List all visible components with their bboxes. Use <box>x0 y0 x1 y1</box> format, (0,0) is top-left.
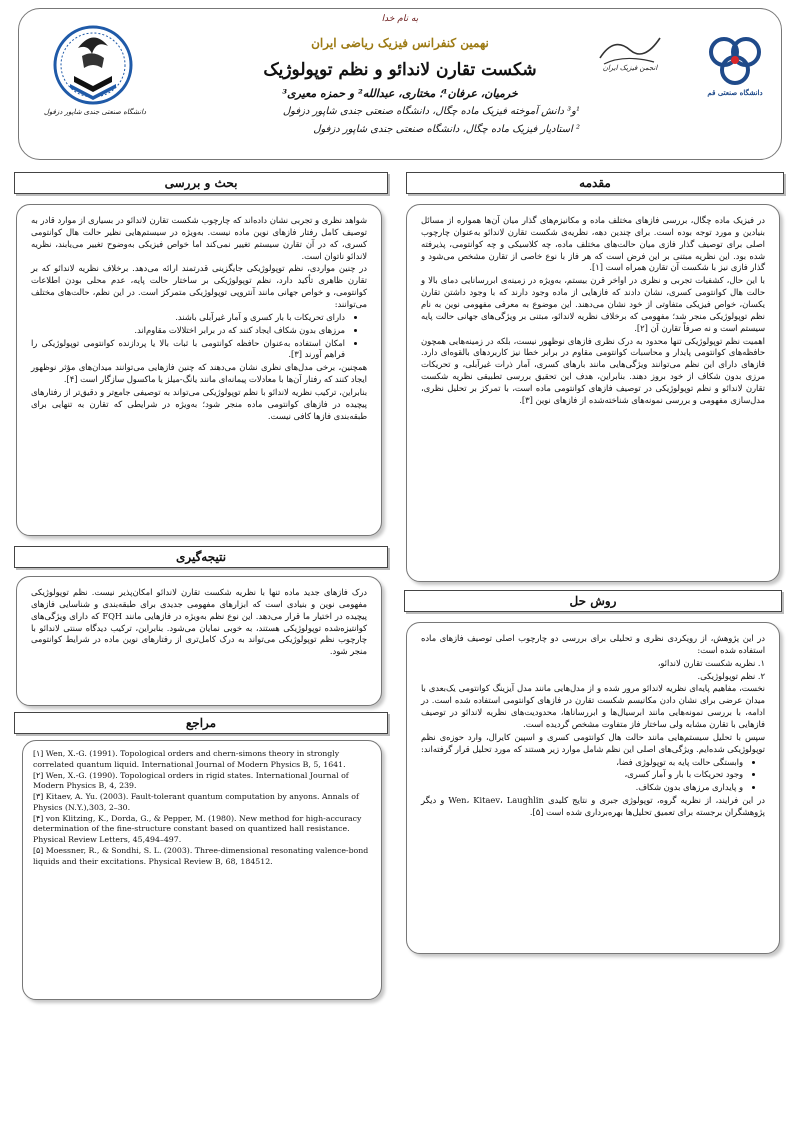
intro-paragraph-3: اهمیت نظم توپولوژیکی تنها محدود به درک نظری فازهای نوظهور نیست، بلکه در زمینه‌هایی همچون حافظه‌های کوانتومی پایدار و محاسبات کوانتومی مقاوم در برابر خطا نیز کاربردهای بالقوه‌ای دارد. فازهای دارای این نظم می‌توانند ویژگی‌هایی مانند بارهای کسری، آمار ذرات غیرآبلی، و تحریکات مرزی بدون شکاف از خود بروز دهند. بنابراین، هدف این تحقیق بررسی تطبیقی نظریه شکست تقارن لاندائو و نظم توپولوژیکی در توصیف فازهای کوانتومی ماده است، با تمرکز بر تحلیل نظری، مدل‌سازی مفهومی و بررسی نمونه‌های شناخته‌شده از فازهای نوین [۳]. <box>421 335 765 405</box>
paper-title: شکست تقارن لاندائو و نظم توپولوژیک <box>263 60 537 80</box>
physics-society-logo <box>594 28 666 73</box>
discussion-bullet-list <box>31 312 345 361</box>
discussion-paragraph-2: در چنین مواردی، نظم توپولوژیکی جایگزینی قدرتمند ارائه می‌دهد. برخلاف نظریه لاندائو که بر تقارن ظاهری تأکید دارد، نظم توپولوژیکی بر ساختار حالت پایه، عدم محلی بودن اطلاعات کوانتومی، و خواص جهانی مانند آنتروپی توپولوژیکی متمرکز است. در این نظم، حالت‌های مختلف می‌توانند: <box>31 263 367 310</box>
method-bullet: • وجود تحریکات با بار و آمار کسری، <box>421 769 743 781</box>
intro-paragraph-2: با این حال، کشفیات تجربی و نظری در اواخر قرن بیستم، به‌ویژه در زمینه‌ی ابررسانایی دمای بالا و حالت هال کوانتومی کسری، نشان دادند که فازهایی از ماده وجود دارند که با وجود داشتن تقارن یکسان، خواص فیزیکی متفاوتی از خود نشان می‌دهند. این موضوع به معرفی مفهومی نوین به نام نظم توپولوژیکی منجر شد؛ مفهومی که برخلاف نظریه لاندائو، مبتنی بر ویژگی‌های جهانی حالت پایه سیستم است و نه صرفاً تقارن آن [۲]. <box>421 275 765 333</box>
affiliation-2: ² استادیار فیزیک ماده چگال، دانشگاه صنعتی جندی شاپور دزفول <box>313 124 580 135</box>
discussion-bullet: • امکان استفاده به‌عنوان حافظه کوانتومی با ثبات بالا یا پردازنده کوانتومی توپولوژیکی را فراهم آورند [۳]. <box>31 338 345 362</box>
logo-right-caption: دانشگاه صنعتی قم <box>707 88 763 97</box>
reference-item: [۲] Wen, X.-G. (1990). Topological orders in rigid states. International Journal of Modern Physics B, 4, 239. <box>33 770 349 791</box>
method-list-item-2: ۲. نظم توپولوژیکی. <box>697 670 765 681</box>
method-paragraph-3: سپس با تحلیل سیستم‌هایی مانند حالت هال کوانتومی کسری و اسپین کایرال، وارد حوزه‌ی نظم توپولوژیکی شده‌ایم. ویژگی‌های اصلی این نظم شامل موارد زیر هستند که مورد تحلیل قرار گرفته‌اند: <box>421 731 765 754</box>
university-logo-right <box>700 30 770 110</box>
references-header: مراجع <box>14 712 388 734</box>
conference-name: نهمین کنفرانس فیزیک ریاضی ایران <box>311 36 489 50</box>
authors: خرمیان، عرفان¹؛ مختاری، عبدالله² و حمزه معیری³ <box>282 87 518 100</box>
discussion-box <box>16 204 382 536</box>
method-header: روش حل <box>404 590 782 612</box>
method-paragraph-2: نخست، مفاهیم پایه‌ای نظریه لاندائو مرور شده و از مدل‌هایی مانند مدل آیزینگ کوانتومی یک‌بعدی با میدان عرضی برای نشان دادن مکانیسم شکست تقارن در فازهای کوانتومی استفاده شده است. در ادامه، با بررسی نمونه‌هایی مانند ابرسیال‌ها و ابررساناها، محدودیت‌های نظریه لاندائو در توصیف فازهایی با تقارن مشابه ولی ساختار فاز متفاوت مشخص گردیده است. <box>421 683 765 730</box>
method-paragraph-1: در این پژوهش، از رویکردی نظری و تحلیلی برای بررسی دو چارچوب اصلی توصیف فازهای ماده استفاده شده است: <box>421 633 765 655</box>
conclusion-paragraph: درک فازهای جدید ماده تنها با نظریه شکست تقارن لاندائو امکان‌پذیر نیست. نظم توپولوژیکی مفهومی نوین و بنیادی است که ابزارهای مفهومی جدیدی برای طبقه‌بندی و شناسایی فازهای پیچیده در اختیار ما قرار می‌دهد. این نوع نظم به‌ویژه در فازهایی مانند FQH که دارای ویژگی‌های کوانتیزه‌شده توپولوژیکی هستند، به خوبی نمایان می‌شود. بنابراین، ترکیب دیدگاه سنتی لاندائو با چارچوب نظم توپولوژیکی می‌تواند به درک کامل‌تری از رفتارهای نوین ماده در شرایط کوانتومی منجر شود. <box>31 587 367 657</box>
basmala: به نام خدا <box>381 14 419 24</box>
intro-box <box>406 204 780 582</box>
physics-society-logo-text: انجمن فیزیک ایران <box>602 64 658 72</box>
affiliation-1: ¹و³ دانش آموخته فیزیک ماده چگال، دانشگاه صنعتی جندی شاپور دزفول <box>282 106 580 117</box>
discussion-header: بحث و بررسی <box>14 172 388 194</box>
method-bullet: • وابستگی حالت پایه به توپولوژی فضا، <box>421 757 743 769</box>
reference-item: [۵] Moessner, R., & Sondhi, S. L. (2003). Three-dimensional resonating valence-bond liquids and their excitations. Physical Review B, 68, 184512. <box>33 845 369 866</box>
discussion-paragraph-4: بنابراین، ترکیب نظریه لاندائو با نظم توپولوژیکی می‌تواند به توصیفی جامع‌تر و دقیق‌تر از رفتارهای پیچیده در فازهای کوانتومی ماده منجر شود؛ به‌ویژه در شرایطی که تقارن به تنهایی برای طبقه‌بندی فازها کافی نیست. <box>31 387 367 421</box>
discussion-paragraph-1: شواهد نظری و تجربی نشان داده‌اند که چارچوب شکست تقارن لاندائو در بسیاری از موارد قادر به توصیف کامل رفتار فازهای نوین ماده نیست. به‌ویژه در سیستم‌هایی نظیر حالت هال کوانتومی کسری، که در آن تقارن سیستم تغییر نمی‌کند اما خواص فیزیکی به‌وضوح تغییر می‌یابند، نظریه لاندائو ناتوان است. <box>31 215 367 261</box>
logo-left-caption: دانشگاه صنعتی جندی شاپور دزفول <box>43 108 147 116</box>
reference-item: [۳] Kitaev, A. Yu. (2003). Fault-tolerant quantum computation by anyons. Annals of Physics (N.Y.),303, 2–30. <box>33 792 359 812</box>
method-bullet-list <box>421 757 743 795</box>
discussion-bullet: • مرزهای بدون شکاف ایجاد کنند که در برابر اختلالات مقاوم‌اند. <box>31 325 345 337</box>
reference-item: [۴] von Klitzing, K., Dorda, G., & Pepper, M. (1980). New method for high-accuracy determination of the fine-structure constant based on quantized hall resistance. Physical Review Letters, 45,494–497. <box>33 813 362 844</box>
intro-header: مقدمه <box>406 172 784 194</box>
discussion-bullet: • دارای تحریکات با بار کسری و آمار غیرآبلی باشند. <box>31 312 345 324</box>
method-bullet: • و پایداری مرزهای بدون شکاف. <box>421 782 743 794</box>
references-box <box>22 740 382 1000</box>
conclusion-box <box>16 576 382 706</box>
method-box <box>406 622 780 954</box>
method-list-item-1: ۱. نظریه شکست تقارن لاندائو، <box>657 657 765 668</box>
reference-item: [۱] Wen, X.-G. (1991). Topological orders and chern-simons theory in strongly correlated quantum liquid. International Journal of Modern Physics B, 5, 1641. <box>33 749 346 769</box>
discussion-paragraph-3: همچنین، برخی مدل‌های نظری نشان می‌دهند که چنین فازهایی می‌توانند میدان‌های مؤثر نوظهور ایجاد کنند که رفتار آن‌ها با معادلات پیمانه‌ای مانند یانگ-میلز یا ماکسول سازگار است [۴]. <box>31 362 367 385</box>
intro-paragraph-1: در فیزیک ماده چگال، بررسی فازهای مختلف ماده و مکانیزم‌های گذار میان آن‌ها همواره از مسائل بنیادین و مورد توجه بوده است. برای چندین دهه، نظریه‌ی شکست تقارن لاندائو به‌عنوان چارچوب اصلی برای توصیف گذار فازی میان حالت‌های مختلف ماده، چه کلاسیکی و چه کوانتومی، پذیرفته شده بود. این نظریه مبتنی بر این فرض است که هر فاز با نوع خاصی از تقارن مشخص می‌شود و گذار فازی نیز با شکست آن تقارن همراه است [۱]. <box>421 215 765 273</box>
method-paragraph-4: در این فرایند، از نظریه گروه، توپولوژی جبری و نتایج کلیدی Wen، Kitaev، Laughlin و دیگر پژوهشگران برجسته برای تعمیق تحلیل‌ها بهره‌برداری شده است [۵]. <box>421 795 765 818</box>
conclusion-header: نتیجه‌گیری <box>14 546 388 568</box>
